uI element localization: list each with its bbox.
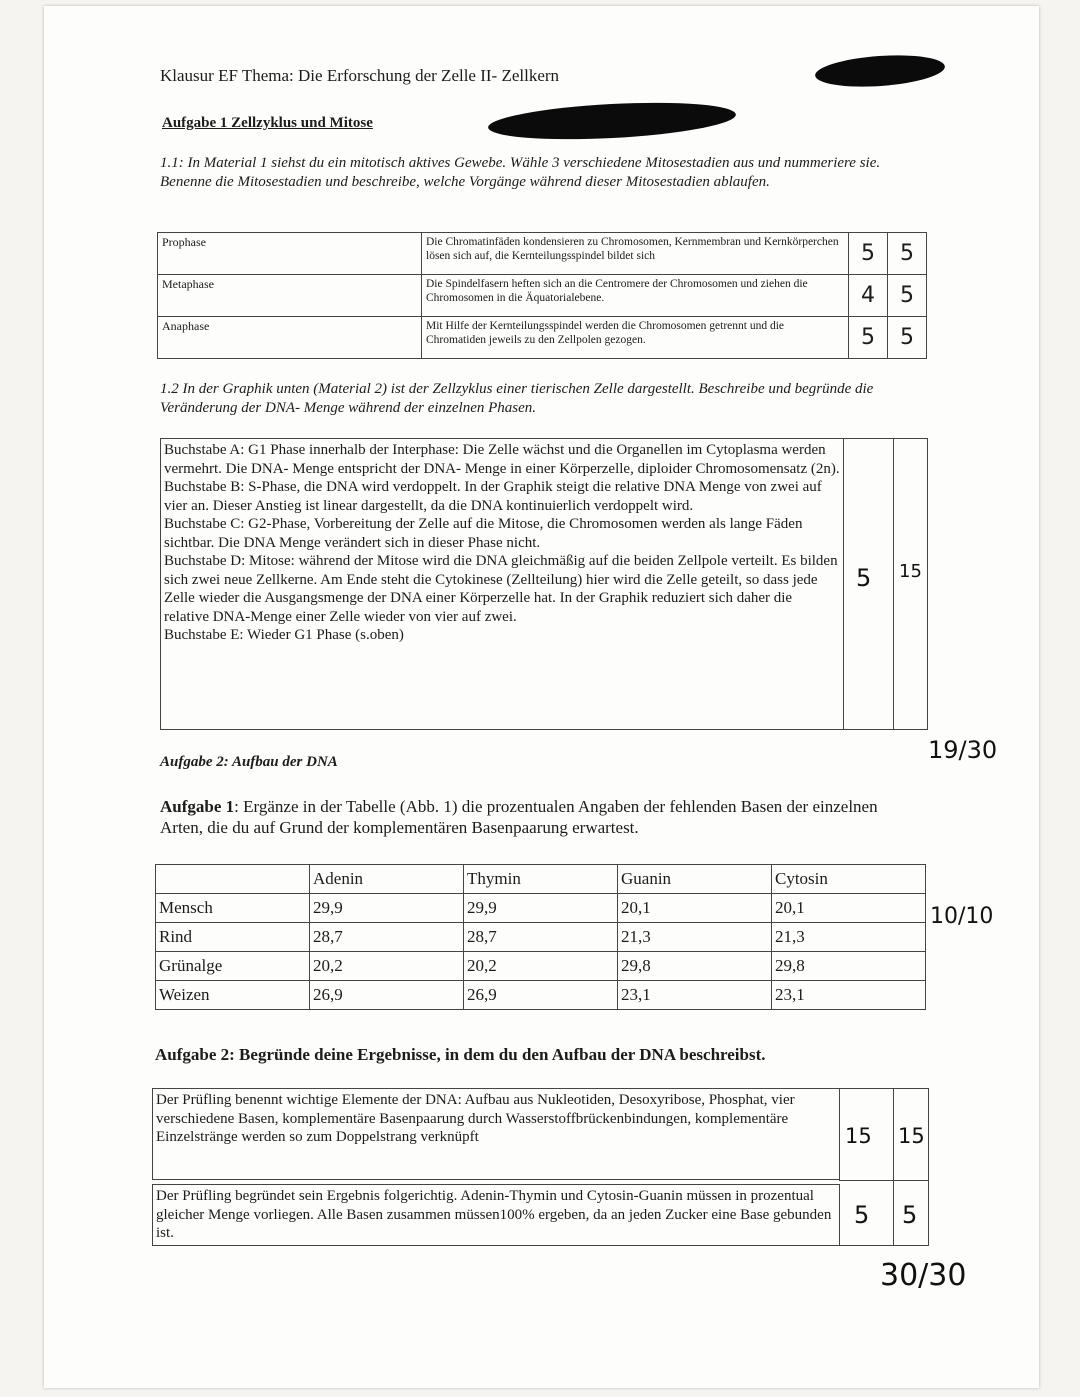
column-header: [156, 865, 310, 894]
score-1-2: 5: [856, 564, 872, 592]
value-cell: 29,8: [618, 952, 772, 981]
value-cell: 23,1: [618, 981, 772, 1010]
value-cell: 20,2: [464, 952, 618, 981]
mitose-table: [157, 232, 927, 359]
value-cell: 29,9: [464, 894, 618, 923]
mitose-row: [158, 275, 927, 317]
value-cell: 28,7: [310, 923, 464, 952]
column-header: Guanin: [618, 865, 772, 894]
column-header: Thymin: [464, 865, 618, 894]
question-2-1: [160, 796, 900, 838]
value-cell: 20,1: [618, 894, 772, 923]
score-cell: 5: [849, 317, 888, 359]
table-row: [156, 894, 926, 923]
description-cell: Die Chromatinfäden kondensieren zu Chromosomen, Kernmembran und Kernkörperchen lösen sich auf, die Kernteilungsspindel bildet sich: [422, 233, 849, 275]
table-row: [156, 981, 926, 1010]
stage-cell: Anaphase: [158, 317, 422, 359]
basen-table: [155, 864, 926, 1010]
table-row: [156, 952, 926, 981]
table-row: [156, 923, 926, 952]
aufgabe1-heading: Aufgabe 1 Zellzyklus und Mitose: [162, 115, 373, 131]
value-cell: 21,3: [772, 923, 926, 952]
mitose-row: [158, 317, 927, 359]
value-cell: 29,8: [772, 952, 926, 981]
table-score: 10/10: [930, 904, 994, 929]
value-cell: 28,7: [464, 923, 618, 952]
question-2-1-label: Aufgabe 1: [160, 797, 235, 816]
value-cell: 20,1: [772, 894, 926, 923]
max-1-2: 15: [899, 561, 922, 582]
max-score-cell: 5: [888, 275, 927, 317]
answer-2-b-text: Der Prüfling begründet sein Ergebnis folgerichtig. Adenin-Thymin und Cytosin-Guanin müssen in prozentual gleicher Menge vorliegen. Alle Basen zusammen müssen100% ergeben, da an jeden Zucker eine Base gebunden ist.: [156, 1188, 832, 1241]
exam-title: Klausur EF Thema: Die Erforschung der Zelle II- Zellkern: [160, 66, 560, 85]
question-1-2: 1.2 In der Graphik unten (Material 2) ist der Zellzyklus einer tierischen Zelle dargestellt. Beschreibe und begründe die Veränderung der DNA- Menge während der einzelnen Phasen.: [160, 381, 874, 416]
answer-2-a-box: [152, 1088, 840, 1180]
column-header: Adenin: [310, 865, 464, 894]
score-cell: 5: [849, 233, 888, 275]
value-cell: 26,9: [310, 981, 464, 1010]
score-2-b: 5: [854, 1201, 870, 1229]
description-cell: Mit Hilfe der Kernteilungsspindel werden die Chromosomen getrennt und die Chromatiden jeweils zu den Zellpolen gezogen.: [422, 317, 849, 359]
value-cell: 29,9: [310, 894, 464, 923]
species-cell: Rind: [156, 923, 310, 952]
score-cell: 4: [849, 275, 888, 317]
question-1-1: 1.1: In Material 1 siehst du ein mitotisch aktives Gewebe. Wähle 3 verschiedene Mitosestadien aus und nummeriere sie. Benenne die Mitosestadien und beschreibe, welche Vorgänge während dieser Mitosestadien ablaufen.: [160, 155, 881, 190]
mitose-row: [158, 233, 927, 275]
max-2-a: 15: [898, 1124, 925, 1148]
answer-1-2-box: [160, 438, 844, 730]
aufgabe1-total: 19/30: [928, 736, 998, 764]
value-cell: 20,2: [310, 952, 464, 981]
value-cell: 26,9: [464, 981, 618, 1010]
value-cell: 21,3: [618, 923, 772, 952]
species-cell: Weizen: [156, 981, 310, 1010]
value-cell: 23,1: [772, 981, 926, 1010]
answer-2-b-box: [152, 1184, 840, 1246]
description-cell: Die Spindelfasern heften sich an die Centromere der Chromosomen und ziehen die Chromosomen in die Äquatorialebene.: [422, 275, 849, 317]
stage-cell: Prophase: [158, 233, 422, 275]
species-cell: Grünalge: [156, 952, 310, 981]
max-score-cell: 5: [888, 317, 927, 359]
species-cell: Mensch: [156, 894, 310, 923]
question-2-1-text: : Ergänze in der Tabelle (Abb. 1) die prozentualen Angaben der fehlenden Basen der einzelnen Arten, die du auf Grund der komplementären Basenpaarung erwartest.: [160, 797, 878, 837]
column-header: Cytosin: [772, 865, 926, 894]
answer-2-a-text: Der Prüfling benennt wichtige Elemente der DNA: Aufbau aus Nukleotiden, Desoxyribose, Phosphat, vier verschiedene Basen, komplementäre Basenpaarung durch Wasserstoffbrückenbindungen, komplementäre Einzelstränge werden so zum Doppelstrang verknüpft: [156, 1092, 795, 1145]
stage-cell: Metaphase: [158, 275, 422, 317]
question-2-2: Aufgabe 2: Begründe deine Ergebnisse, in dem du den Aufbau der DNA beschreibst.: [155, 1045, 766, 1064]
max-2-b: 5: [902, 1201, 918, 1229]
max-score-cell: 5: [888, 233, 927, 275]
aufgabe2-heading: Aufgabe 2: Aufbau der DNA: [160, 754, 338, 770]
aufgabe2-total: 30/30: [880, 1258, 967, 1293]
answer-1-2-text: Buchstabe A: G1 Phase innerhalb der Interphase: Die Zelle wächst und die Organellen im Cytoplasma werden vermehrt. Die DNA- Menge entspricht der DNA- Menge in einer Körperzelle, diploider Chromosomensatz (2n). Buchstabe B: S-Phase, die DNA wird verdoppelt. In der Graphik steigt die relative DNA Menge von zwei auf vier an. Dieser Anstieg ist linear dargestellt, da die DNA kontinuierlich verdoppelt wird. Buchstabe C: G2-Phase, Vorbereitung der Zelle auf die Mitose, die Chromosomen werden als lange Fäden sichtbar. Die DNA Menge verändert sich in dieser Phase nicht. Buchstabe D: Mitose: während der Mitose wird die DNA gleichmäßig auf die beiden Zellpole verteilt. Es bilden sich zwei neue Zellkerne. Am Ende steht die Cytokinese (Zellteilung) hier wird die Zelle geteilt, so dass jede Zelle wieder die Ausgangsmenge der DNA einer Körperzelle hat. In der Graphik reduziert sich daher die relative DNA-Menge einer Zelle wieder von vier auf zwei. Buchstabe E: Wieder G1 Phase (s.oben): [164, 442, 840, 643]
score-2-a: 15: [845, 1124, 872, 1148]
